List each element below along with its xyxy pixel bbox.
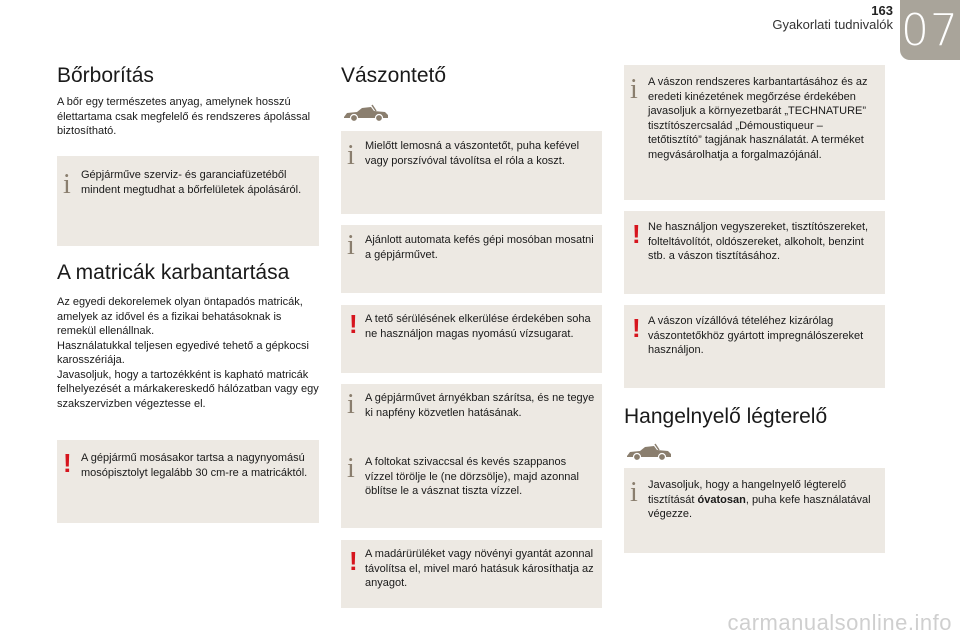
section-title-leather: Bőrborítás <box>57 64 154 87</box>
warning-icon: ! <box>349 546 358 576</box>
info-icon: i <box>347 140 355 171</box>
warning-icon: ! <box>632 219 641 249</box>
warning-box-2 <box>341 540 602 608</box>
warning-box-text: A vászon vízállóvá tételéhez kizárólag vászontetőkhöz gyártott impregnálószereket használjon. <box>648 315 864 356</box>
column-2 <box>341 0 602 640</box>
watermark: carmanualsonline.info <box>727 610 952 635</box>
info-box-text: Ajánlott automata kefés gépi mosóban mosatni a gépjárművet. <box>365 234 594 261</box>
page-number: 163 <box>871 3 893 18</box>
info-icon: i <box>630 74 638 105</box>
warning-box-text: A gépjármű mosásakor tartsa a nagynyomású mosópisztolyt legalább 30 cm-re a matricáktól. <box>81 452 308 479</box>
info-icon: i <box>347 230 355 261</box>
warning-box-text: A tető sérülésének elkerülése érdekében soha ne használjon magas nyomású vízsugarat. <box>365 313 591 340</box>
info-icon: i <box>347 453 355 484</box>
info-box-text: A vászon rendszeres karbantartásához és az eredeti kinézetének megőrzése érdekében javasoljuk a környezetbarát „TECHNATURE” tisztítószercsalád „Démoustiqueur – tetőtisztító” tagjának használatát. A terméket megvásárolhatja a forgalmazójánál. <box>648 76 868 161</box>
info-box-technature <box>624 65 885 200</box>
column-3 <box>624 0 885 640</box>
convertible-car-icon <box>626 442 672 462</box>
section-title-wind-deflector: Hangelnyelő légterelő <box>624 405 828 428</box>
info-box-2 <box>341 225 602 293</box>
column-1 <box>57 0 319 640</box>
section-title-stickers: A matricák karbantartása <box>57 261 290 284</box>
convertible-car-icon <box>343 103 389 123</box>
info-box-3 <box>341 384 602 452</box>
section-body-leather: A bőr egy természetes anyag, amelynek hosszú élettartama csak megfelelő és rendszeres ápolással biztosítható. <box>57 96 311 137</box>
info-icon: i <box>347 389 355 420</box>
info-box-text: Gépjárműve szerviz- és garanciafüzetéből mindent megtudhat a bőrfelületek ápolásáról. <box>81 169 302 196</box>
text-after: , puha kefe használatával végezze. <box>648 493 871 520</box>
info-box-leather <box>57 156 319 246</box>
warning-icon: ! <box>63 448 72 478</box>
warning-box-waterproof <box>624 305 885 388</box>
warning-box-1 <box>341 305 602 373</box>
warning-box-text: A madárürüléket vagy növényi gyantát azonnal távolítsa el, mivel maró hatásuk károsíthatja az anyagot. <box>365 548 594 589</box>
chapter-title: Gyakorlati tudnivalók <box>772 17 893 32</box>
info-box-4 <box>341 446 602 528</box>
info-box-1 <box>341 131 602 214</box>
info-box-text <box>648 478 879 522</box>
section-title-soft-top: Vászontető <box>341 64 447 87</box>
warning-box-text: Ne használjon vegyszereket, tisztítószereket, folteltávolítót, oldószereket, alkoholt, benzint stb. a vászon tisztításához. <box>648 221 869 262</box>
info-box-wind-deflector <box>624 468 885 553</box>
warning-box-chemicals <box>624 211 885 294</box>
info-box-text: Mielőtt lemosná a vászontetőt, puha kefével vagy porszívóval távolítsa el róla a koszt. <box>365 140 580 167</box>
info-icon: i <box>63 169 71 200</box>
chapter-tab: 07 <box>900 0 960 60</box>
warning-icon: ! <box>632 313 641 343</box>
text-before: Javasoljuk, hogy a hangelnyelő légterelő tisztítását <box>648 479 847 506</box>
section-body-stickers: Az egyedi dekorelemek olyan öntapadós matricák, amelyek az idővel és a fizikai behatásoknak is remekül ellenállnak. Használatukkal teljesen egyedivé tehető a gépkocsi karosszériája. Javasoljuk, hogy a tartozékként is kapható matricák felhelyezését a márkakereskedő hálózatban vagy egy szakszervizben végeztesse el. <box>57 296 319 410</box>
info-box-text: A foltokat szivaccsal és kevés szappanos vízzel törölje le (ne dörzsölje), majd azonnal öblítse le a vásznat tiszta vízzel. <box>365 456 579 497</box>
warning-icon: ! <box>349 309 358 339</box>
info-box-text: A gépjárművet árnyékban szárítsa, és ne tegye ki napfény közvetlen hatásának. <box>365 392 595 419</box>
info-icon: i <box>630 477 638 508</box>
warning-box-stickers <box>57 440 319 523</box>
text-bold: óvatosan <box>697 493 746 506</box>
